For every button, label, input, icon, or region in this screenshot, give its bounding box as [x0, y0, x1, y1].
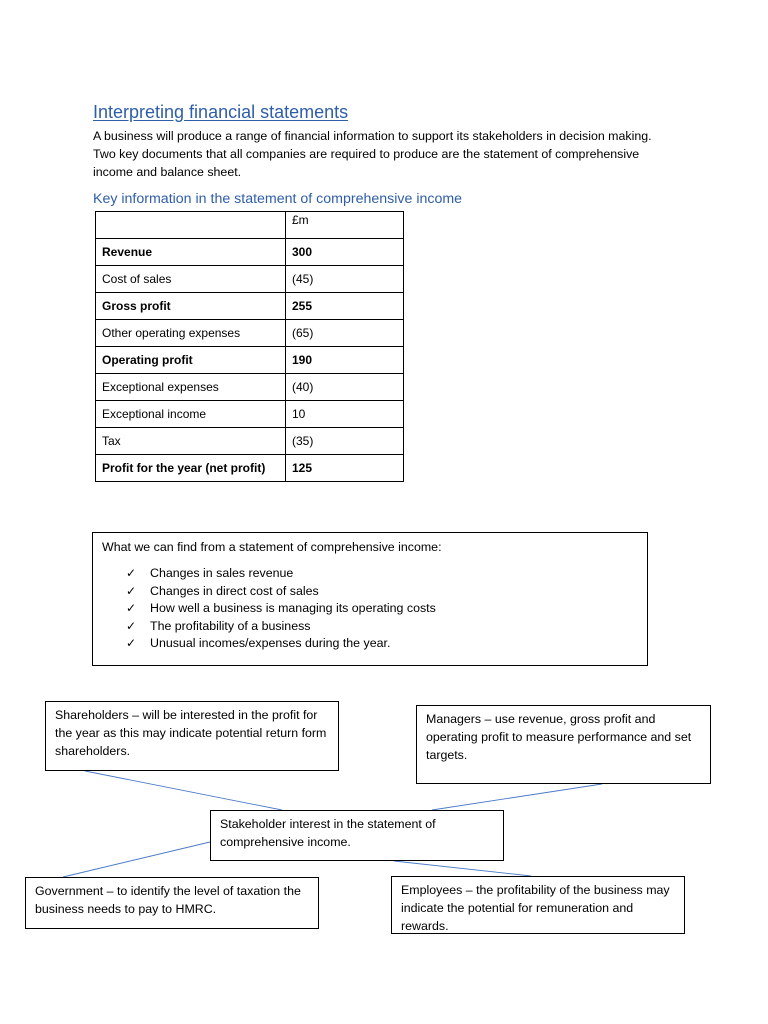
- government-box: Government – to identify the level of taxation the business needs to pay to HMRC.: [25, 877, 319, 929]
- row-value: 300: [286, 239, 404, 266]
- list-item-text: Unusual incomes/expenses during the year.: [150, 636, 391, 650]
- stakeholder-interest-box: Stakeholder interest in the statement of comprehensive income.: [210, 810, 504, 861]
- unit-header-cell: £m: [286, 212, 404, 239]
- connector-shareholders: [85, 771, 282, 810]
- row-label: Tax: [96, 428, 286, 455]
- row-value: (40): [286, 374, 404, 401]
- row-label: Operating profit: [96, 347, 286, 374]
- intro-paragraph: A business will produce a range of financial information to support its stakeholders in decision making. Two key documents that all companies are required to produce are the statement of comprehensive income and balance sheet.: [93, 129, 652, 179]
- row-value: 10: [286, 401, 404, 428]
- checkmark-icon: ✓: [126, 601, 137, 615]
- row-value: (45): [286, 266, 404, 293]
- row-value: 190: [286, 347, 404, 374]
- connector-employees: [394, 861, 531, 876]
- managers-box: Managers – use revenue, gross profit and operating profit to measure performance and set targets.: [416, 705, 711, 784]
- shareholders-box: Shareholders – will be interested in the profit for the year as this may indicate potential return form shareholders.: [45, 701, 339, 771]
- connector-government: [63, 842, 210, 877]
- checkmark-icon: ✓: [126, 566, 137, 580]
- employees-box: Employees – the profitability of the business may indicate the potential for remuneration and rewards.: [391, 876, 685, 934]
- checkmark-icon: ✓: [126, 618, 137, 633]
- row-label: Profit for the year (net profit): [96, 455, 286, 482]
- row-value: 255: [286, 293, 404, 320]
- connector-managers: [432, 784, 602, 810]
- page-title: Interpreting financial statements: [93, 102, 349, 122]
- row-value: (65): [286, 320, 404, 347]
- row-label: Gross profit: [96, 293, 286, 320]
- checkmark-icon: ✓: [126, 636, 137, 650]
- section-heading: Key information in the statement of comprehensive income: [93, 191, 463, 207]
- list-item-text: Changes in direct cost of sales: [150, 583, 319, 598]
- row-label: Exceptional income: [96, 401, 286, 428]
- list-item-text: Changes in sales revenue: [150, 566, 294, 580]
- checkmark-icon: ✓: [126, 583, 137, 598]
- row-value: 125: [286, 455, 404, 482]
- row-label: Cost of sales: [96, 266, 286, 293]
- list-item-text: The profitability of a business: [150, 618, 311, 633]
- row-value: (35): [286, 428, 404, 455]
- row-label: Exceptional expenses: [96, 374, 286, 401]
- findings-heading: What we can find from a statement of comprehensive income:: [102, 540, 442, 554]
- row-label: Revenue: [96, 239, 286, 266]
- list-item-text: How well a business is managing its operating costs: [150, 601, 436, 615]
- row-label: Other operating expenses: [96, 320, 286, 347]
